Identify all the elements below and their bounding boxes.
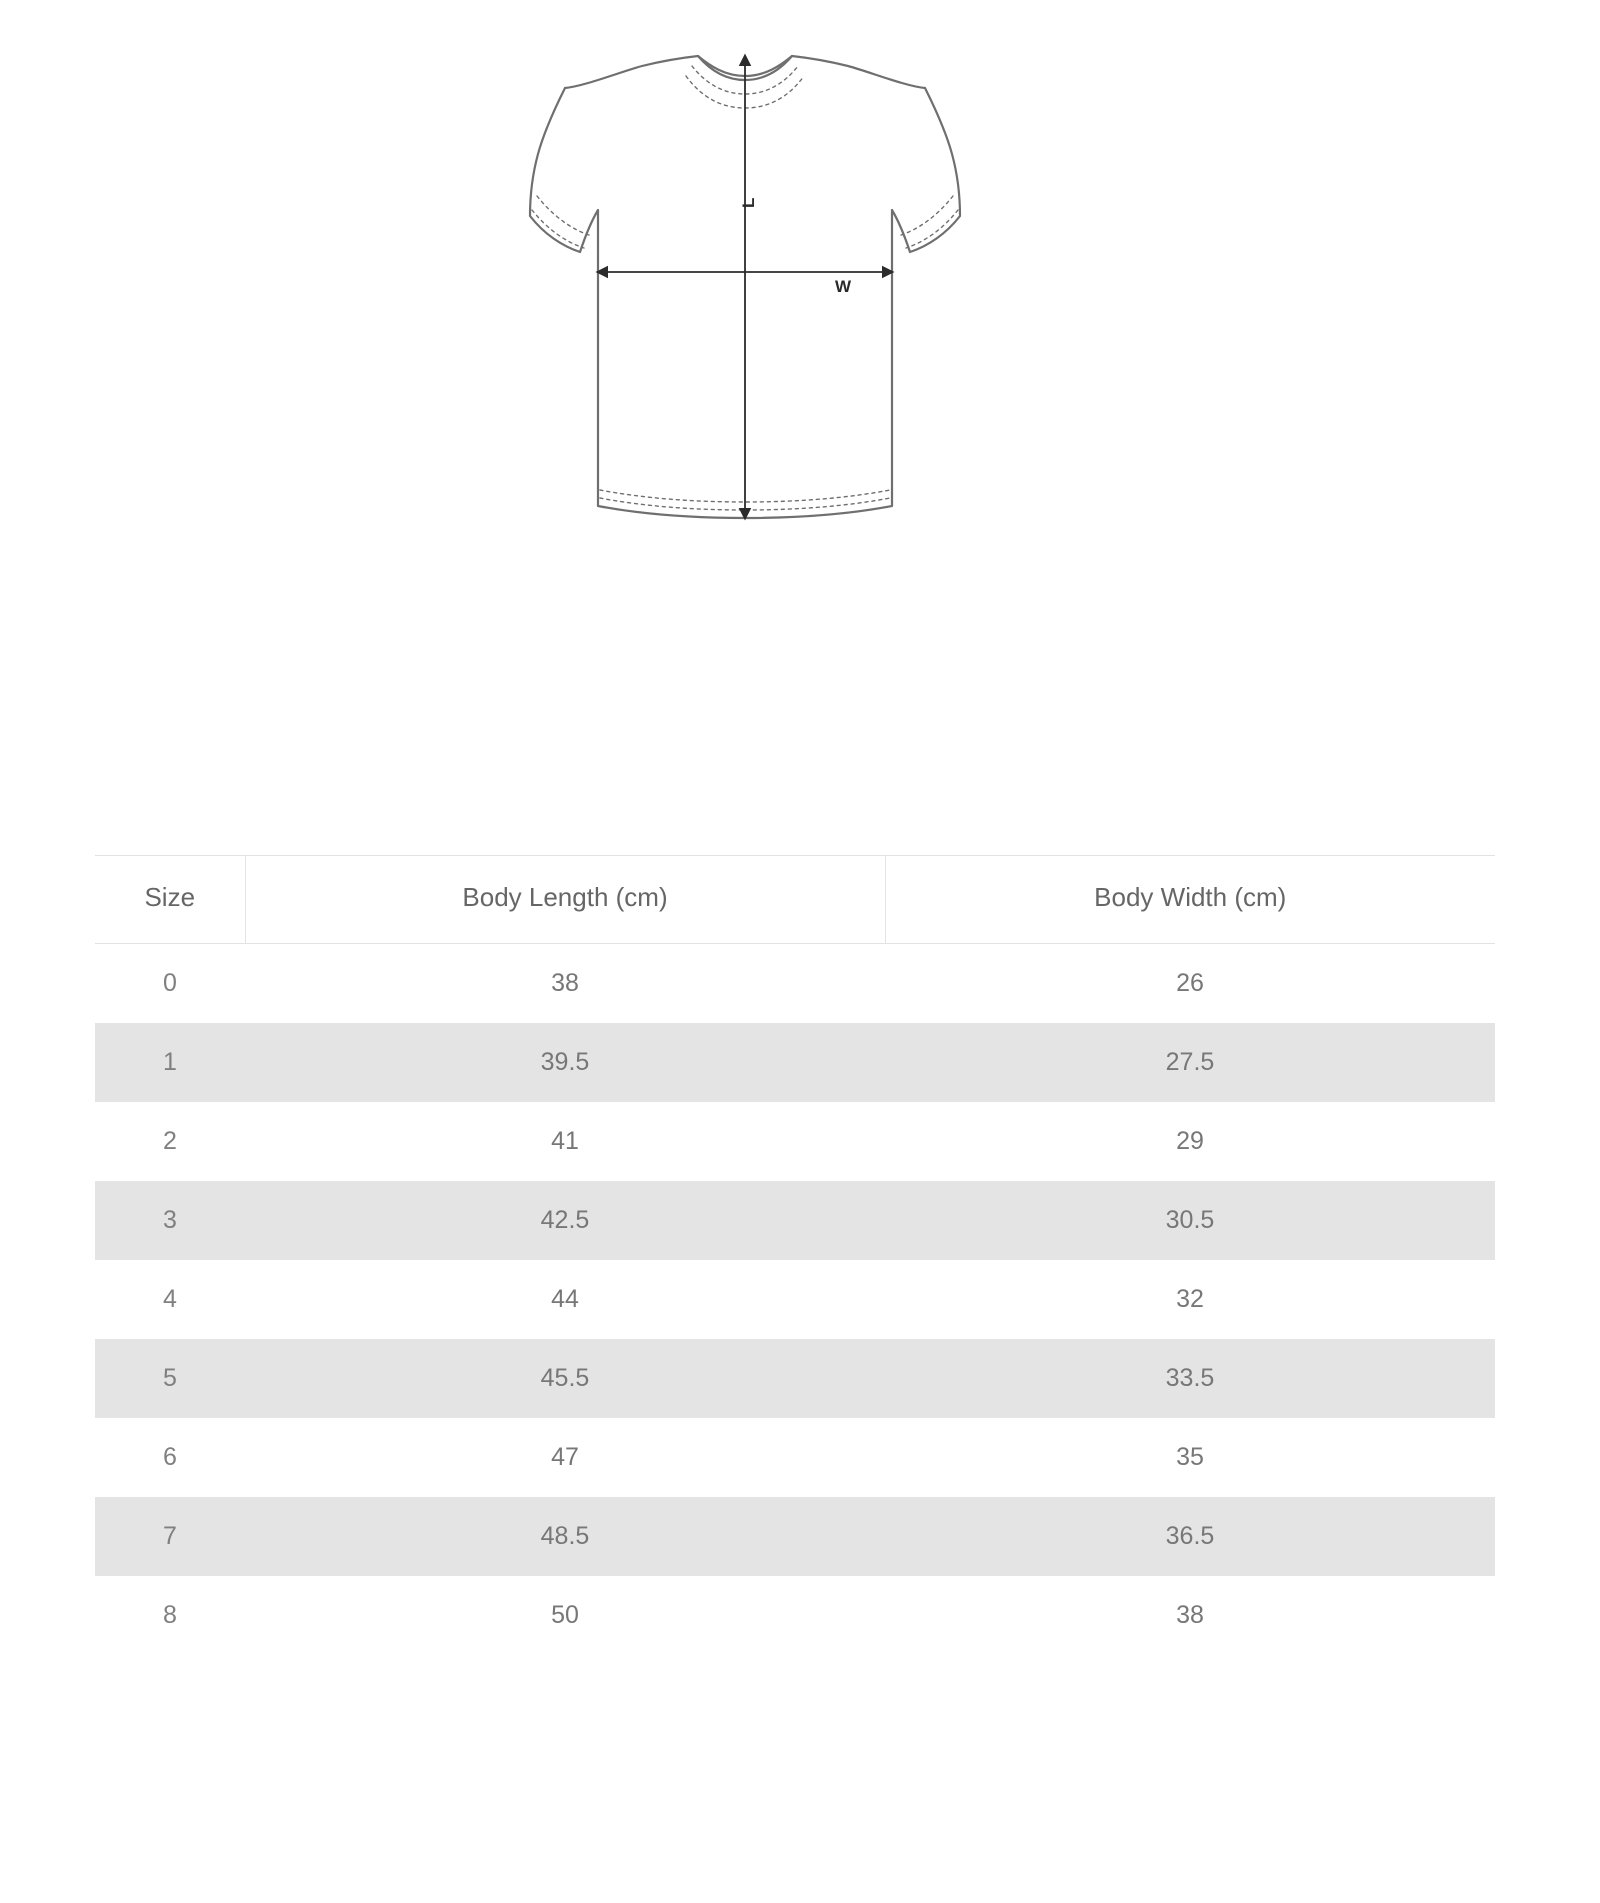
cell-body-width: 29: [1176, 1127, 1204, 1155]
cell-body-length: 48.5: [245, 1497, 885, 1576]
cell-size: 3: [95, 1181, 245, 1260]
column-header-width: Body Width (cm): [885, 856, 1495, 944]
cell-size: 8: [163, 1601, 177, 1629]
cell-body-width: 30.5: [885, 1181, 1495, 1260]
table-row: [95, 944, 1495, 1024]
cell-body-length: 45.5: [245, 1339, 885, 1418]
table-row: [95, 1181, 1495, 1260]
table-row: [95, 1023, 1495, 1102]
tshirt-measurement-diagram: [380, 20, 1080, 620]
width-label: W: [835, 277, 852, 296]
cell-size: 6: [163, 1443, 177, 1471]
cell-body-length: 39.5: [245, 1023, 885, 1102]
column-header-length: Body Length (cm): [245, 856, 885, 944]
table-row: [95, 1576, 1495, 1655]
cell-body-width: 36.5: [885, 1497, 1495, 1576]
cell-size: 5: [95, 1339, 245, 1418]
cell-body-width: 33.5: [885, 1339, 1495, 1418]
cell-body-length: 44: [551, 1285, 579, 1313]
table-body: [95, 944, 1495, 1656]
cell-size: 2: [163, 1127, 177, 1155]
table-header: [95, 856, 1495, 944]
cell-body-length: 50: [551, 1601, 579, 1629]
table-row: [95, 1418, 1495, 1497]
cell-body-width: 27.5: [885, 1023, 1495, 1102]
table-row: [95, 1497, 1495, 1576]
table-header-row: [95, 856, 1495, 944]
cell-size: 4: [163, 1285, 177, 1313]
cell-body-length: 42.5: [245, 1181, 885, 1260]
length-label: L: [739, 197, 758, 208]
cell-size: 0: [163, 969, 177, 997]
table-row: [95, 1260, 1495, 1339]
diagram-container: [0, 0, 1600, 800]
cell-size: 7: [95, 1497, 245, 1576]
cell-body-length: 38: [551, 969, 579, 997]
size-chart-table: [95, 855, 1495, 1655]
table-row: [95, 1102, 1495, 1181]
cell-body-width: 38: [1176, 1601, 1204, 1629]
cell-body-length: 47: [551, 1443, 579, 1471]
cell-body-width: 26: [1176, 969, 1204, 997]
cell-body-length: 41: [551, 1127, 579, 1155]
column-header-size: Size: [95, 856, 245, 944]
cell-size: 1: [95, 1023, 245, 1102]
cell-body-width: 32: [1176, 1285, 1204, 1313]
cell-body-width: 35: [1176, 1443, 1204, 1471]
table-row: [95, 1339, 1495, 1418]
